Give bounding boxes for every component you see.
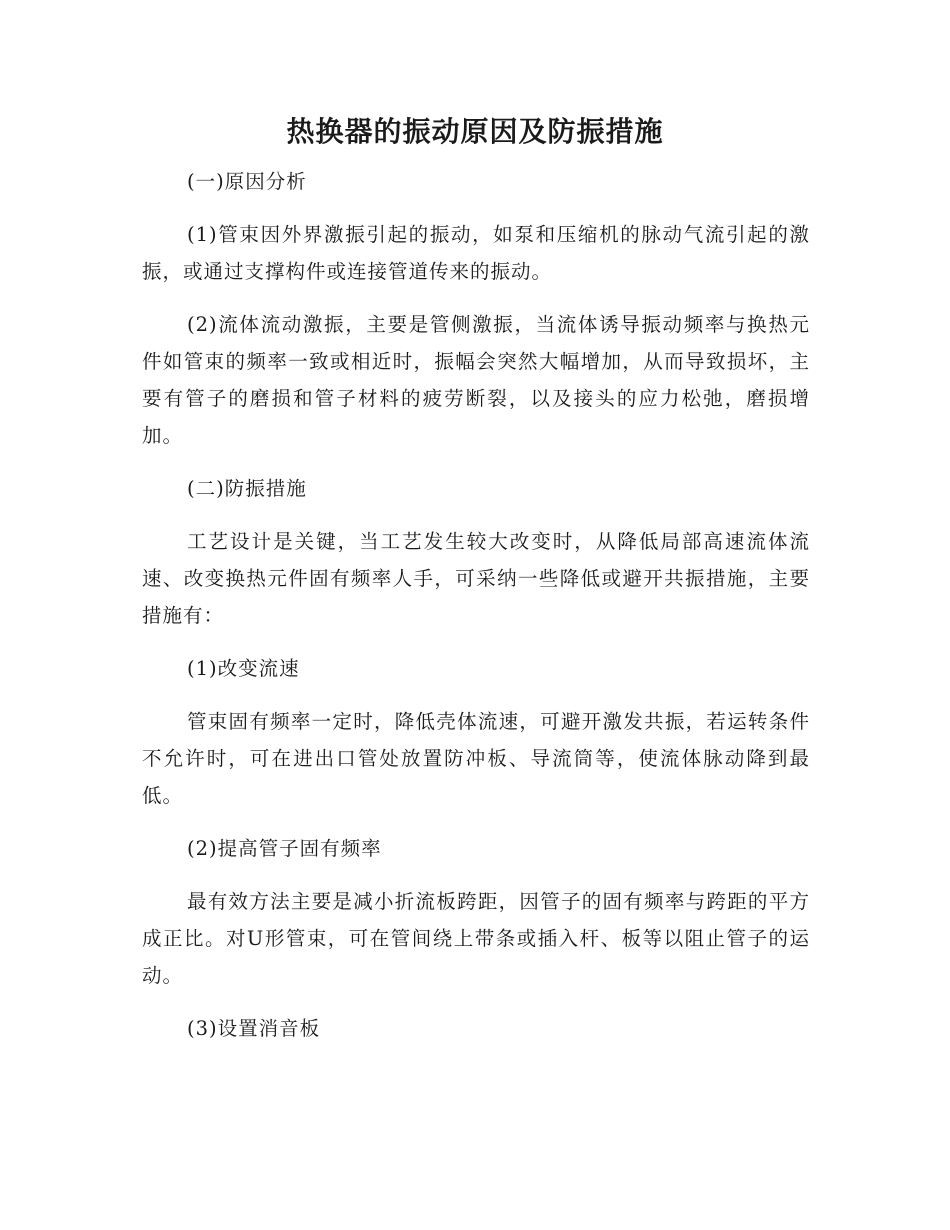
- document-title: 热换器的振动原因及防振措施: [286, 115, 664, 148]
- paragraph-natural-frequency: 最有效方法主要是减小折流板跨距，因管子的固有频率与跨距的平方成正比。对U形管束，可在管间绕上带条或插入杆、板等以阻止管子的运动。: [142, 890, 810, 987]
- paragraph-process-design: 工艺设计是关键，当工艺发生较大改变时，从降低局部高速流体流速、改变换热元件固有频率人手，可采纳一些降低或避开共振措施，主要措施有：: [142, 530, 810, 627]
- paragraph-external-excitation: (1)管束因外界激振引起的振动，如泵和压缩机的脉动气流引起的激振，或通过支撑构件或连接管道传来的振动。: [142, 223, 810, 283]
- subheading-silencer-plate: (3)设置消音板: [187, 1017, 321, 1040]
- paragraph-fluid-flow-excitation: (2)流体流动激振，主要是管侧激振，当流体诱导振动频率与换热元件如管束的频率一致或相近时，振幅会突然大幅增加，从而导致损坏，主要有管子的磨损和管子材料的疲劳断裂，以及接头的应力松弛，磨损增加。: [142, 313, 810, 447]
- section-heading-cause-analysis: (一)原因分析: [187, 170, 307, 193]
- paragraph-flow-velocity: 管束固有频率一定时，降低壳体流速，可避开激发共振，若运转条件不允许时，可在进出口管处放置防冲板、导流筒等，使流体脉动降到最低。: [142, 710, 810, 807]
- section-heading-vibration-prevention: (二)防振措施: [187, 477, 307, 500]
- subheading-change-flow-velocity: (1)改变流速: [187, 657, 300, 680]
- document-body: [142, 163, 810, 1063]
- subheading-raise-natural-frequency: (2)提高管子固有频率: [187, 837, 382, 860]
